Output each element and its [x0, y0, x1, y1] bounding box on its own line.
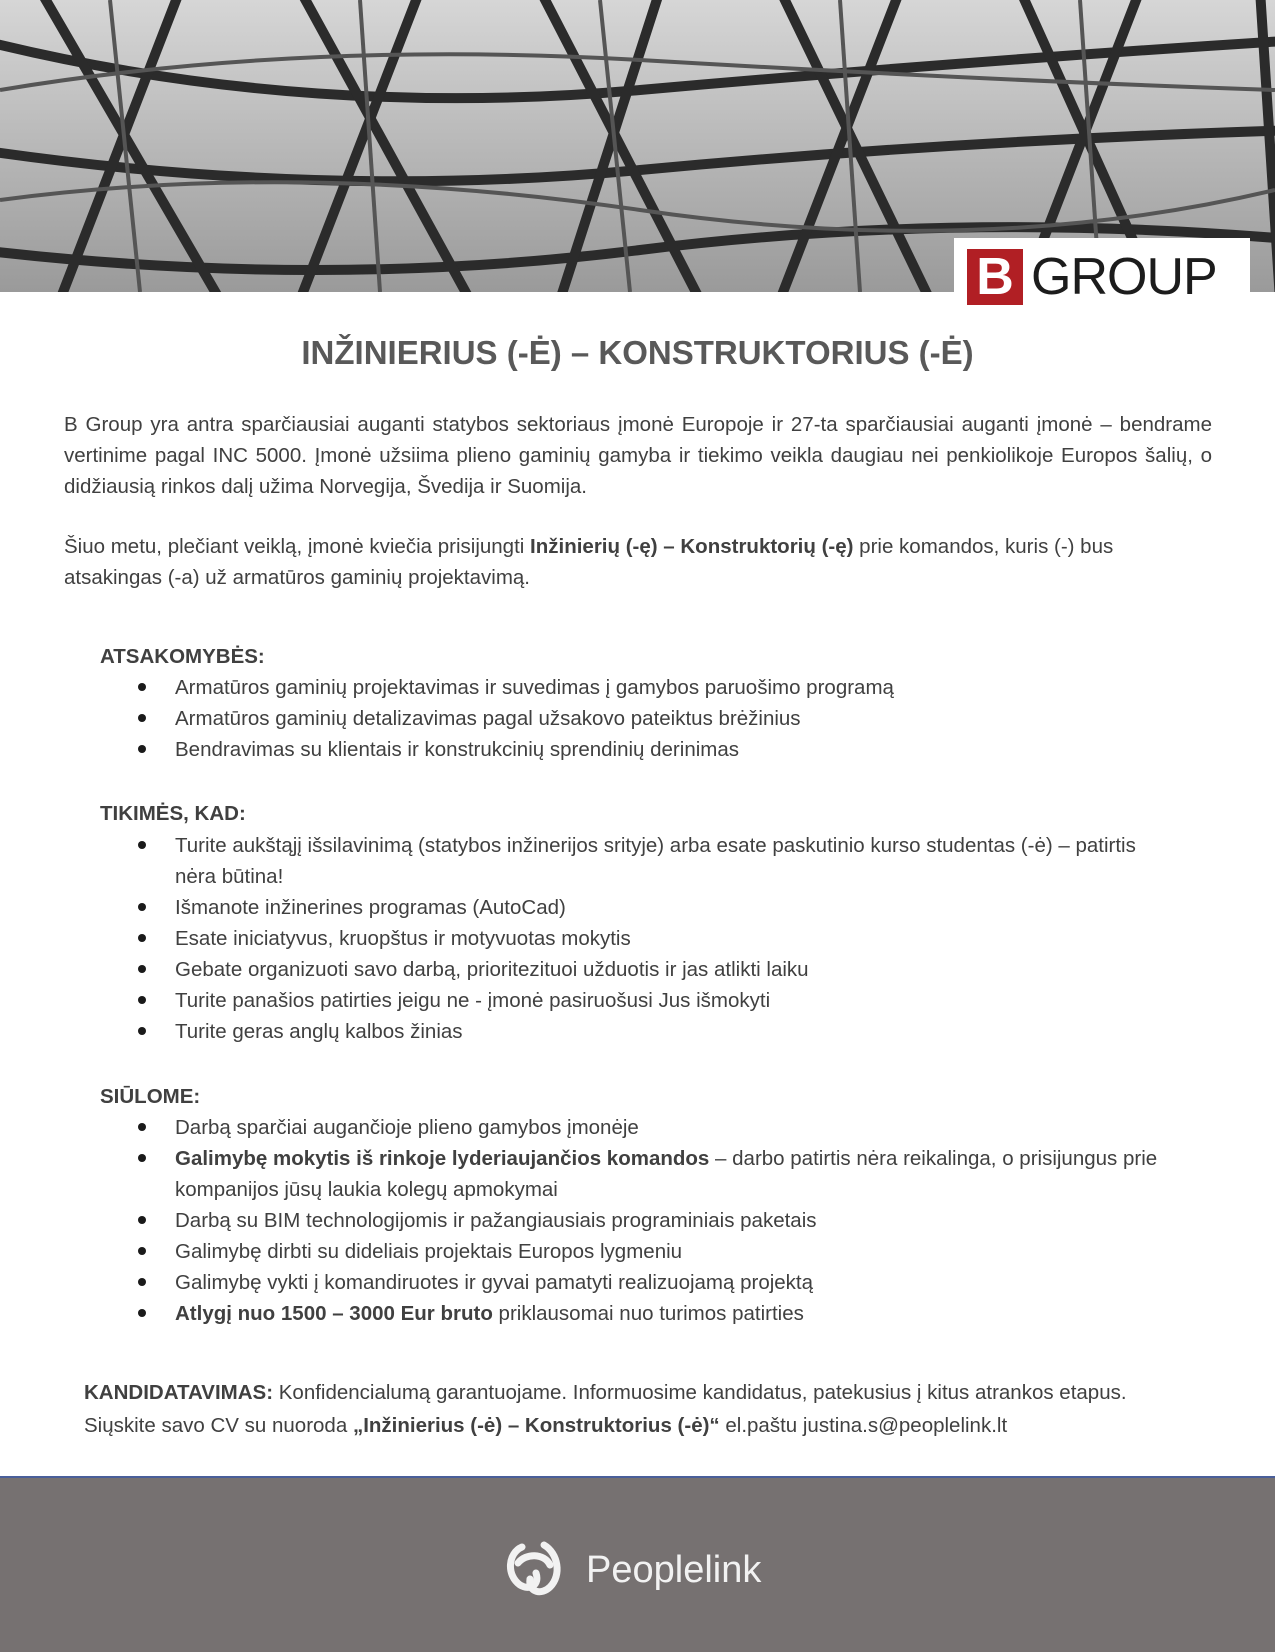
list-item-bold: Atlygį nuo 1500 – 3000 Eur bruto	[175, 1302, 493, 1325]
logo-text: GROUP	[1031, 248, 1217, 306]
list-item	[100, 1298, 1180, 1329]
responsibilities-heading: ATSAKOMYBĖS:	[100, 645, 265, 668]
list-item-text: Armatūros gaminių projektavimas ir suvedimas į gamybos paruošimo programą	[175, 676, 894, 699]
expectations-heading: TIKIMĖS, KAD:	[100, 802, 246, 825]
bullet-icon	[138, 714, 146, 722]
list-item	[100, 1267, 1180, 1298]
list-item-text: Galimybę vykti į komandiruotes ir gyvai pamatyti realizuojamą projektą	[175, 1271, 814, 1294]
list-item-text: Turite aukštąjį išsilavinimą (statybos inžinerijos srityje) arba esate paskutinio kurso studentas (-ė) – patirtis nėra būtina!	[175, 834, 1136, 888]
list-item	[100, 703, 1180, 734]
bgroup-logo	[954, 238, 1250, 316]
list-item	[100, 985, 1180, 1016]
list-item-text: Darbą sparčiai augančioje plieno gamybos įmonėje	[175, 1116, 639, 1139]
bullet-icon	[138, 1278, 146, 1286]
apply-email-text[interactable]: el.paštu justina.s@peoplelink.lt	[719, 1414, 1008, 1437]
list-item	[100, 1236, 1180, 1267]
bullet-icon	[138, 1309, 146, 1317]
list-item-text: Turite geras anglų kalbos žinias	[175, 1020, 463, 1043]
list-item	[100, 892, 1180, 923]
apply-text: Konfidencialumą garantuojame. Informuosime kandidatus, patekusius į kitus atrankos etapus. Siųskite savo CV su nuoroda	[84, 1381, 1127, 1437]
list-item-text: Turite panašios patirties jeigu ne - įmonė pasiruošusi Jus išmokyti	[175, 989, 771, 1012]
list-item	[100, 734, 1180, 765]
invite-text-start: Šiuo metu, plečiant veiklą, įmonė kviečia prisijungti	[64, 535, 531, 558]
bullet-icon	[138, 1123, 146, 1131]
bullet-icon	[138, 934, 146, 942]
list-item-text: Gebate organizuoti savo darbą, prioritezituoi užduotis ir jas atlikti laiku	[175, 958, 809, 981]
bullet-icon	[138, 996, 146, 1004]
list-item	[100, 954, 1180, 985]
offer-list	[100, 1112, 1180, 1329]
list-item-text: Bendravimas su klientais ir konstrukcinių sprendinių derinimas	[175, 738, 740, 761]
bullet-icon	[138, 841, 146, 849]
peoplelink-mark-icon	[500, 1535, 570, 1605]
invite-text-end: prie komandos, kuris (-) bus atsakingas (-a) už armatūros gaminių projektavimą.	[64, 535, 1114, 589]
peoplelink-wordmark: Peoplelink	[586, 1548, 762, 1591]
list-item-text: Galimybę dirbti su dideliais projektais Europos lygmeniu	[175, 1240, 683, 1263]
list-item-text: Išmanote inžinerines programas (AutoCad)	[175, 896, 566, 919]
expectations-list	[100, 830, 1180, 1047]
application-paragraph	[84, 1376, 1194, 1442]
bullet-icon	[138, 683, 146, 691]
footer-bar	[0, 1476, 1275, 1652]
logo-b-badge	[967, 249, 1023, 305]
list-item	[100, 830, 1180, 892]
list-item	[100, 1143, 1180, 1205]
list-item-text: Darbą su BIM technologijomis ir pažangiausiais programiniais paketais	[175, 1209, 817, 1232]
list-item-text: Armatūros gaminių detalizavimas pagal užsakovo pateiktus brėžinius	[175, 707, 801, 730]
list-item	[100, 1016, 1180, 1047]
responsibilities-list	[100, 672, 1180, 765]
list-item-text: priklausomai nuo turimos patirties	[492, 1302, 804, 1325]
bullet-icon	[138, 745, 146, 753]
list-item	[100, 672, 1180, 703]
list-item	[100, 1205, 1180, 1236]
bullet-icon	[138, 1154, 146, 1162]
list-item	[100, 1112, 1180, 1143]
apply-label: KANDIDATAVIMAS:	[84, 1381, 274, 1404]
list-item	[100, 923, 1180, 954]
bullet-icon	[138, 965, 146, 973]
bullet-icon	[138, 1027, 146, 1035]
bullet-icon	[138, 903, 146, 911]
list-item-text: – darbo patirtis nėra reikalinga, o prisijungus prie kompanijos jūsų laukia kolegų apmokymai	[175, 1147, 1158, 1201]
bullet-icon	[138, 1247, 146, 1255]
list-item-text: Esate iniciatyvus, kruopštus ir motyvuotas mokytis	[175, 927, 631, 950]
peoplelink-logo	[500, 1530, 800, 1610]
offer-heading: SIŪLOME:	[100, 1085, 201, 1108]
logo-letter: B	[976, 248, 1014, 306]
page-title: INŽINIERIUS (-Ė) – KONSTRUKTORIUS (-Ė)	[301, 334, 974, 371]
list-item-bold: Galimybę mokytis iš rinkoje lyderiaujančios komandos	[175, 1147, 710, 1170]
intro-paragraph: B Group yra antra sparčiausiai auganti statybos sektoriaus įmonė Europoje ir 27-ta sparčiausiai auganti įmonė – bendrame vertinime pagal INC 5000. Įmonė užsiima plieno gaminių gamyba ir tiekimo veikla daugiau nei penkiolikoje Europos šalių, o didžiausią rinkos dalį užima Norvegija, Švedija ir Suomija.	[64, 413, 1212, 498]
bullet-icon	[138, 1216, 146, 1224]
apply-reference: „Inžinierius (-ė) – Konstruktorius (-ė)“	[352, 1414, 720, 1437]
position-name: Inžinierių (-ę) – Konstruktorių (-ę)	[530, 535, 854, 558]
invite-paragraph	[64, 531, 1212, 593]
